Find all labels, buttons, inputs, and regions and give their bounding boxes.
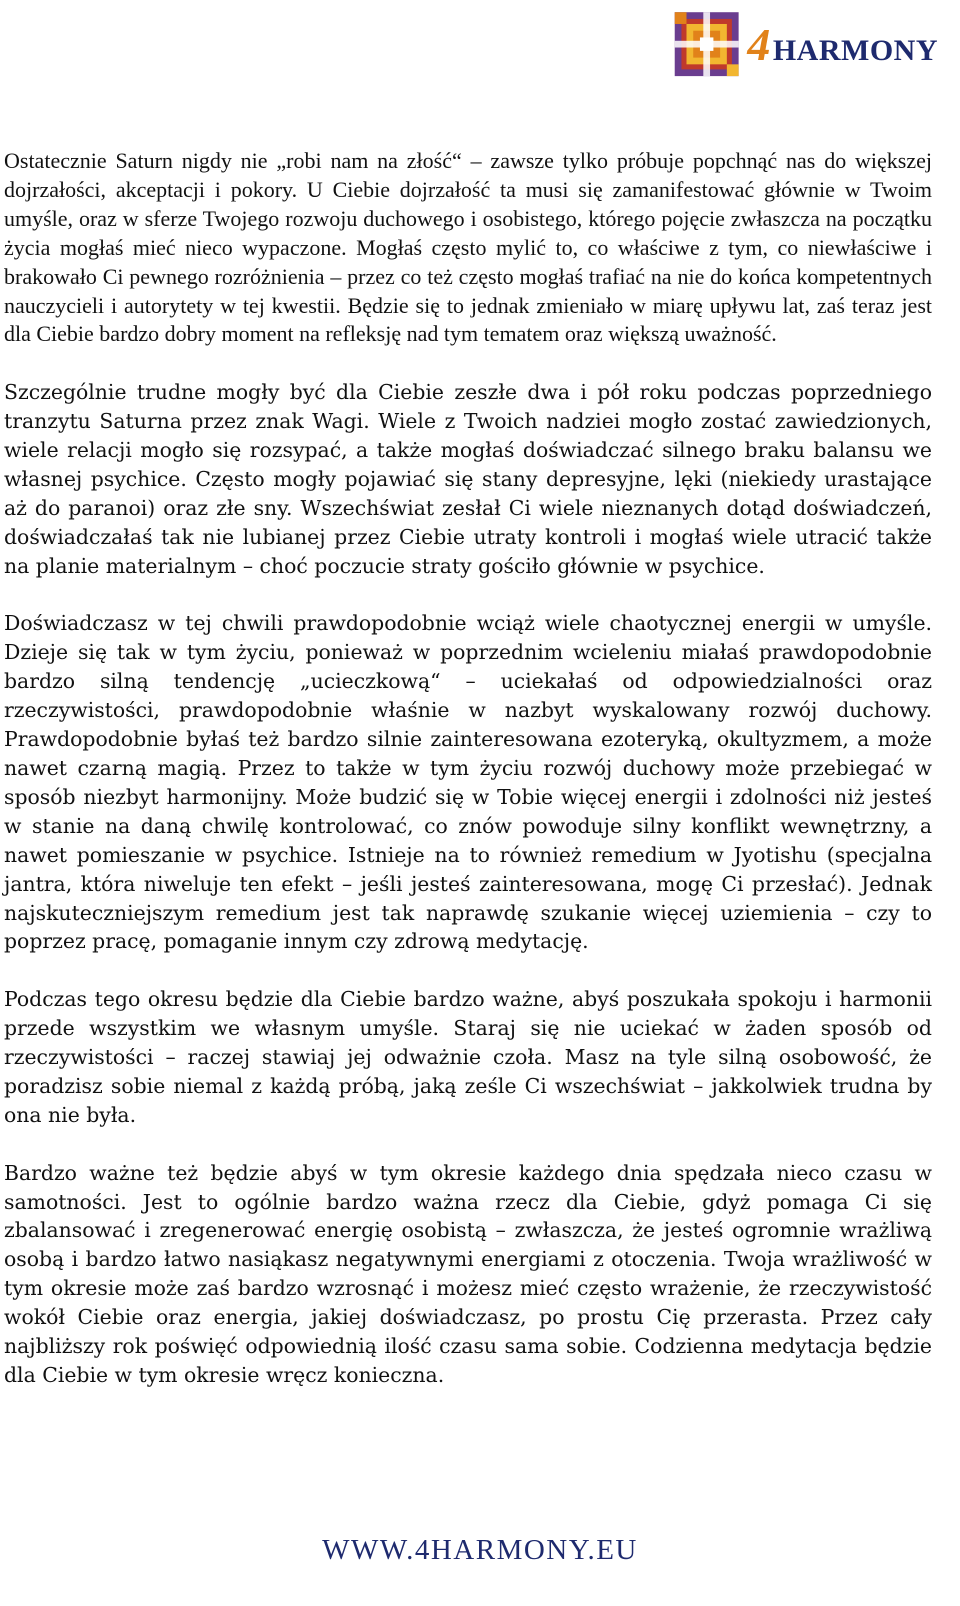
logo-mandala-icon [668,0,745,90]
paragraph-4: Podczas tego okresu będzie dla Ciebie bardzo ważne, abyś poszukała spokoju i harmonii przede wszystkim we własnym umyśle. Staraj się nie uciekać w żaden sposób od rzeczywistości – raczej stawiaj jej odważnie czoła. Masz na tyle silną osobowość, że poradzisz sobie niemal z każdą próbą, jaką ześle Ci wszechświat – jakkolwiek trudna by ona nie była. [4,987,932,1127]
brand-logo [668,0,938,90]
logo-number: 4 [747,19,771,70]
paragraph-3: Doświadczasz w tej chwili prawdopodobnie wciąż wiele chaotycznej energii w umyśle. Dzieje się tak w tym życiu, ponieważ w poprzednim wcieleniu miałaś prawdopodobnie bardzo silną tendencję „ucieczkową“ – uciekałaś od odpowiedzialności oraz rzeczywistości, prawdopodobnie właśnie w nazbyt wyskalowany rozwój duchowy. Prawdopodobnie byłaś też bardzo silnie zainteresowana ezoteryką, okultyzmem, a może nawet czarną magią. Przez to także w tym życiu rozwój duchowy może przebiegać w sposób niezbyt harmonijny. Może budzić się w Tobie więcej energii i zdolności niż jesteś w stanie na daną chwilę kontrolować, co znów powoduje silny konflikt wewnętrzny, a nawet pomieszanie w psychice. Istnieje na to również remedium w Jyotishu (specjalna jantra, która niweluje ten efekt – jeśli jesteś zainteresowana, mogę Ci przesłać). Jednak najskuteczniejszym remedium jest tak naprawdę szukanie więcej uziemienia – czy to poprzez pracę, pomaganie innym czy zdrową medytację. [4,611,932,954]
footer-website-link[interactable]: WWW.4HARMONY.EU [322,1534,638,1566]
logo-word: HARMONY [772,34,938,67]
document-body [4,147,932,1419]
logo-wordmark [747,19,938,70]
paragraph-1: Ostatecznie Saturn nigdy nie „robi nam na złość“ – zawsze tylko próbuje popchnąć nas do większej dojrzałości, akceptacji i pokory. U Ciebie dojrzałość ta musi się zamanifestować głównie w Twoim umyśle, oraz w sferze Twojego rozwoju duchowego i osobistego, którego pojęcie zwłaszcza na początku życia mogłaś mieć nieco wypaczone. Mogłaś często mylić to, co właściwe z tym, co niewłaściwe i brakowało Ci pewnego rozróżnienia – przez co też często mogłaś trafiać na nie do końca kompetentnych nauczycieli i autorytety w tej kwestii. Będzie się to jednak zmieniało w miarę upływu lat, zaś teraz jest dla Ciebie bardzo dobry moment na refleksję nad tym tematem oraz większą uważność. [4,148,932,347]
paragraph-2: Szczególnie trudne mogły być dla Ciebie zeszłe dwa i pół roku podczas poprzedniego tranzytu Saturna przez znak Wagi. Wiele z Twoich nadziei mogło zostać zawiedzionych, wiele relacji mogło się rozsypać, a także mogłaś doświadczać silnego braku balansu we własnej psychice. Często mogły pojawiać się stany depresyjne, lęki (niekiedy urastające aż do paranoi) oraz złe sny. Wszechświat zesłał Ci wiele nieznanych dotąd doświadczeń, doświadczałaś tak nie lubianej przez Ciebie utraty kontroli i mogłaś wiele utracić także na planie materialnym – choć poczucie straty gościło głównie w psychice. [4,380,932,578]
paragraph-5: Bardzo ważne też będzie abyś w tym okresie każdego dnia spędzała nieco czasu w samotności. Jest to ogólnie bardzo ważna rzecz dla Ciebie, gdyż pomaga Ci się zbalansować i zregenerować energię osobistą – zwłaszcza, że jesteś ogromnie wrażliwą osobą i bardzo łatwo nasiąkasz negatywnymi energiami z otoczenia. Twoja wrażliwość w tym okresie może zaś bardzo wzrosnąć i możesz mieć często wrażenie, że rzeczywistość wokół Ciebie oraz energia, jakiej doświadczasz, po prostu Cię przerasta. Przez cały najbliższy rok poświęć odpowiednią ilość czasu sama sobie. Codzienna medytacja będzie dla Ciebie w tym okresie wręcz konieczna. [4,1160,932,1387]
